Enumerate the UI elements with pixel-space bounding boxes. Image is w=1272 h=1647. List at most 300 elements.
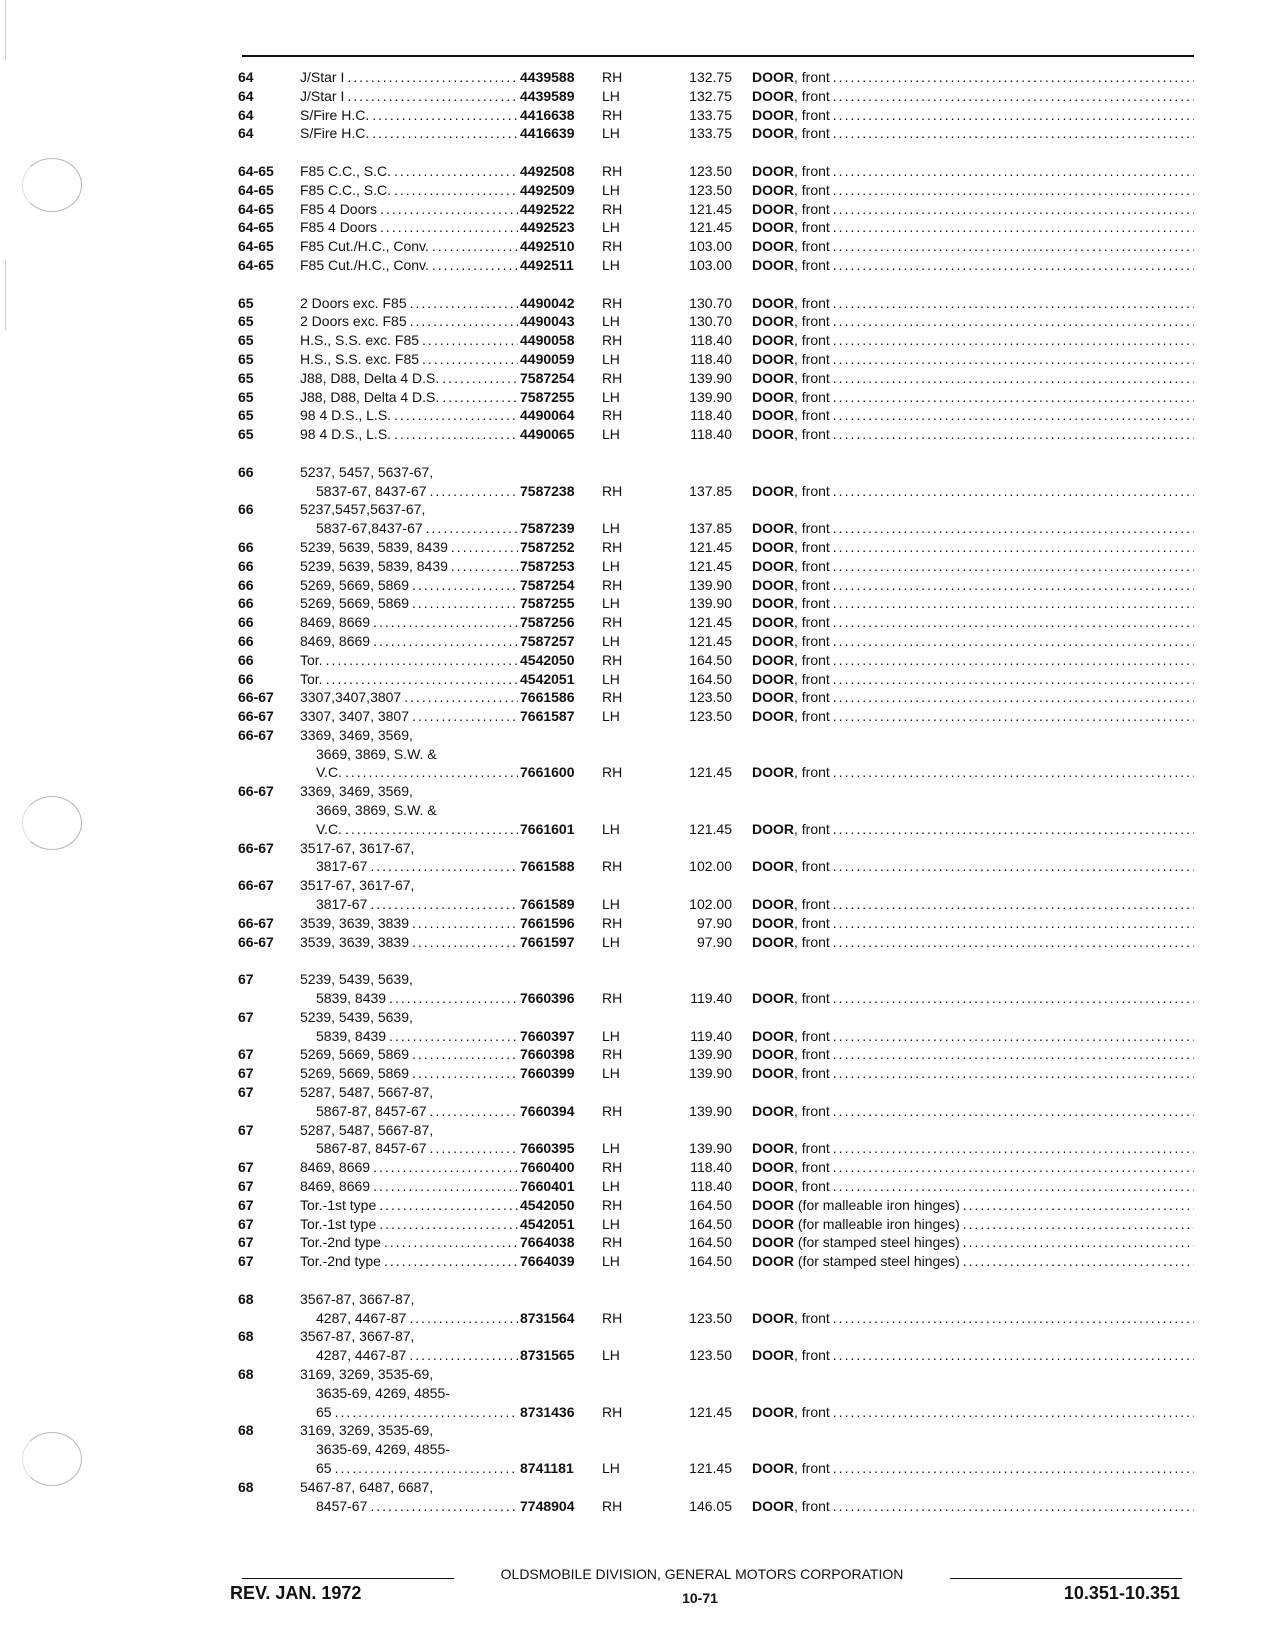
part-number: 8731565	[520, 1347, 575, 1364]
part-name	[752, 707, 1194, 726]
model-description	[316, 1403, 518, 1422]
door-side: RH	[602, 1234, 623, 1251]
model-description-text: 5239, 5639, 5839, 8439	[300, 538, 448, 555]
part-name-detail: , front	[794, 820, 830, 837]
part-name-detail: (for malleable iron hinges)	[794, 1196, 960, 1213]
model-description	[300, 312, 518, 331]
part-name-main: DOOR	[752, 933, 794, 950]
model-description	[300, 670, 518, 689]
door-side: LH	[602, 1065, 620, 1082]
price: 139.90	[689, 388, 732, 405]
door-side: LH	[602, 1027, 620, 1044]
price: 121.45	[689, 557, 732, 574]
catalog-line	[0, 970, 1272, 989]
model-description	[300, 388, 518, 407]
part-name-text	[752, 538, 830, 557]
door-side: RH	[602, 369, 623, 386]
part-name-detail: , front	[794, 350, 830, 367]
door-side: RH	[602, 294, 623, 311]
price: 121.45	[689, 1459, 732, 1476]
dot-leader	[833, 1158, 1194, 1177]
dot-leader	[412, 1064, 518, 1083]
dot-leader	[833, 1459, 1194, 1478]
model-description	[300, 1158, 518, 1177]
catalog-line	[0, 181, 1272, 200]
catalog-line	[0, 312, 1272, 331]
part-name-detail: , front	[794, 1309, 830, 1326]
door-side: LH	[602, 125, 620, 142]
catalog-line	[0, 425, 1272, 444]
dot-leader	[833, 256, 1194, 275]
part-name-text	[752, 670, 830, 689]
dot-leader	[451, 557, 518, 576]
dot-leader	[412, 914, 518, 933]
part-number: 7664039	[520, 1253, 575, 1270]
model-description-text: 3669, 3869, S.W. &	[316, 802, 437, 819]
model-year: 67	[238, 1178, 254, 1195]
part-number: 8741181	[520, 1459, 574, 1476]
part-number: 8731564	[520, 1309, 575, 1326]
model-year: 64	[238, 87, 254, 104]
header-rule	[242, 55, 1194, 57]
model-year: 66	[238, 538, 254, 555]
part-name	[752, 670, 1194, 689]
part-name	[752, 933, 1194, 952]
part-name-main: DOOR	[752, 332, 794, 349]
part-number: 8731436	[520, 1403, 575, 1420]
model-description	[316, 1440, 518, 1459]
part-name-detail: , front	[794, 933, 830, 950]
catalog-line	[0, 1083, 1272, 1102]
door-side: RH	[602, 764, 623, 781]
model-description-text: H.S., S.S. exc. F85	[300, 332, 420, 349]
catalog-line	[0, 369, 1272, 388]
catalog-line	[0, 500, 1272, 519]
dot-leader	[833, 482, 1194, 501]
catalog-line	[0, 1403, 1272, 1422]
model-description-text: F85 Cut./H.C., Conv.	[300, 238, 429, 255]
model-description-text: 5269, 5669, 5869	[300, 576, 409, 593]
part-name-text	[752, 162, 830, 181]
model-description	[316, 1346, 518, 1365]
model-description	[300, 1327, 518, 1346]
part-number: 4439589	[520, 87, 575, 104]
dot-leader	[833, 594, 1194, 613]
part-name	[752, 576, 1194, 595]
part-name-text	[752, 557, 830, 576]
part-name-text	[752, 933, 830, 952]
door-side: LH	[602, 181, 620, 198]
model-year: 68	[238, 1422, 254, 1439]
model-year: 66	[238, 595, 254, 612]
part-name-main: DOOR	[752, 238, 794, 255]
model-description-text: 3307,3407,3807	[300, 689, 402, 706]
part-name-main: DOOR	[752, 87, 794, 104]
model-description	[300, 914, 518, 933]
part-number: 7661601	[520, 820, 575, 837]
part-name	[752, 1177, 1194, 1196]
catalog-line	[0, 1421, 1272, 1440]
catalog-line	[0, 463, 1272, 482]
part-name	[752, 294, 1194, 313]
price: 118.40	[690, 1178, 732, 1195]
part-name-detail: (for malleable iron hinges)	[794, 1215, 960, 1232]
part-name-text	[752, 218, 830, 237]
model-description	[316, 745, 518, 764]
part-name-detail: , front	[794, 69, 830, 85]
catalog-line	[0, 1252, 1272, 1271]
model-year: 68	[238, 1328, 254, 1345]
part-name-text	[752, 1158, 830, 1177]
price: 139.90	[689, 1140, 732, 1157]
dot-leader	[370, 1497, 518, 1516]
model-year: 67	[238, 1046, 254, 1063]
model-description	[300, 124, 518, 143]
door-side: LH	[602, 1215, 620, 1232]
part-name-main: DOOR	[752, 1065, 794, 1082]
price: 123.50	[689, 1347, 732, 1364]
model-description	[300, 1008, 518, 1027]
part-number: 7661586	[520, 689, 575, 706]
part-name	[752, 519, 1194, 538]
dot-leader	[335, 1403, 518, 1422]
door-side: LH	[602, 1140, 620, 1157]
catalog-line	[0, 1064, 1272, 1083]
dot-leader	[384, 1233, 518, 1252]
door-side: LH	[602, 595, 620, 612]
scan-edge-mark	[5, 0, 6, 60]
part-name-text	[752, 1346, 830, 1365]
part-name-text	[752, 331, 830, 350]
part-name-main: DOOR	[752, 1102, 794, 1119]
part-name-main: DOOR	[752, 350, 794, 367]
dot-leader	[833, 1045, 1194, 1064]
part-number: 7587255	[520, 388, 575, 405]
part-name	[752, 1196, 1194, 1215]
door-side: LH	[602, 1178, 620, 1195]
catalog-line	[0, 350, 1272, 369]
model-year: 66	[238, 632, 254, 649]
part-name-main: DOOR	[752, 914, 794, 931]
group-spacer	[0, 1271, 1272, 1290]
dot-leader	[833, 1102, 1194, 1121]
part-name-text	[752, 406, 830, 425]
part-name-text	[752, 613, 830, 632]
model-description-text: 3635-69, 4269, 4855-	[316, 1384, 450, 1401]
part-number: 7661596	[520, 914, 575, 931]
part-name-detail: , front	[794, 576, 830, 593]
model-description	[316, 1497, 518, 1516]
model-description	[316, 763, 518, 782]
part-name	[752, 237, 1194, 256]
dot-leader	[379, 1196, 518, 1215]
part-name	[752, 388, 1194, 407]
part-name-main: DOOR	[752, 125, 794, 142]
part-name-main: DOOR	[752, 106, 794, 123]
model-year: 65	[238, 426, 254, 443]
part-name-detail: , front	[794, 482, 830, 499]
part-name	[752, 688, 1194, 707]
dot-leader	[833, 388, 1194, 407]
part-name-detail: , front	[794, 200, 830, 217]
door-side: RH	[602, 651, 623, 668]
dot-leader	[833, 87, 1194, 106]
door-side: RH	[602, 914, 623, 931]
door-side: LH	[602, 87, 620, 104]
dot-leader	[833, 294, 1194, 313]
part-name-text	[752, 594, 830, 613]
part-name-detail: , front	[794, 1178, 830, 1195]
part-name	[752, 1309, 1194, 1328]
part-name-detail: , front	[794, 520, 830, 537]
catalog-line	[0, 68, 1272, 87]
part-name	[752, 256, 1194, 275]
part-name-text	[752, 181, 830, 200]
part-name-text	[752, 763, 830, 782]
catalog-line	[0, 651, 1272, 670]
catalog-line	[0, 1102, 1272, 1121]
door-side: RH	[602, 1403, 623, 1420]
door-side: RH	[602, 69, 623, 85]
dot-leader	[345, 820, 518, 839]
door-side: RH	[602, 1102, 623, 1119]
part-name	[752, 1139, 1194, 1158]
part-name	[752, 87, 1194, 106]
part-name-text	[752, 576, 830, 595]
part-name-main: DOOR	[752, 162, 794, 179]
part-number: 4490042	[520, 294, 575, 311]
model-description-text: 8469, 8669	[300, 614, 371, 631]
catalog-line	[0, 557, 1272, 576]
model-description	[300, 1365, 518, 1384]
model-description-text: 65	[316, 1459, 332, 1476]
model-description-text: 3539, 3639, 3839	[300, 914, 409, 931]
model-description-text: F85 4 Doors	[300, 200, 378, 217]
price: 139.90	[689, 369, 732, 386]
catalog-line	[0, 576, 1272, 595]
part-name	[752, 1027, 1194, 1046]
dot-leader	[833, 820, 1194, 839]
model-year: 66	[238, 576, 254, 593]
price: 133.75	[689, 125, 732, 142]
dot-leader	[833, 331, 1194, 350]
price: 123.50	[689, 708, 732, 725]
catalog-line	[0, 124, 1272, 143]
model-description	[316, 1139, 518, 1158]
model-description-text: 5239, 5439, 5639,	[300, 1008, 413, 1025]
dot-leader	[326, 670, 518, 689]
catalog-line	[0, 820, 1272, 839]
model-description	[300, 369, 518, 388]
model-description	[316, 820, 518, 839]
dot-leader	[432, 256, 518, 275]
part-name	[752, 895, 1194, 914]
door-side: LH	[602, 426, 620, 443]
part-number: 7660395	[520, 1140, 575, 1157]
part-number: 4542050	[520, 1196, 575, 1213]
part-number: 4492510	[520, 238, 575, 255]
catalog-line	[0, 726, 1272, 745]
part-name-main: DOOR	[752, 1140, 794, 1157]
price: 119.40	[690, 990, 732, 1007]
dot-leader	[833, 538, 1194, 557]
part-name-text	[752, 1215, 960, 1234]
model-description-text: 5287, 5487, 5667-87,	[300, 1121, 434, 1138]
part-name-detail: , front	[794, 125, 830, 142]
part-name-detail: , front	[794, 1159, 830, 1176]
part-name-detail: , front	[794, 651, 830, 668]
door-side: RH	[602, 482, 623, 499]
model-year: 65	[238, 369, 254, 386]
dot-leader	[394, 425, 518, 444]
dot-leader	[833, 1309, 1194, 1328]
catalog-line	[0, 688, 1272, 707]
dot-leader	[833, 1403, 1194, 1422]
price: 164.50	[689, 1215, 732, 1232]
model-description-text: 3517-67, 3617-67,	[300, 877, 415, 894]
door-side: LH	[602, 670, 620, 687]
price: 164.50	[689, 1253, 732, 1270]
part-number: 7660399	[520, 1065, 575, 1082]
model-year: 64	[238, 106, 254, 123]
part-name-main: DOOR	[752, 294, 794, 311]
model-description-text: F85 Cut./H.C., Conv.	[300, 256, 429, 273]
part-number: 7587253	[520, 557, 575, 574]
dot-leader	[833, 914, 1194, 933]
part-name	[752, 181, 1194, 200]
model-description-text: 8469, 8669	[300, 1159, 371, 1176]
model-description-text: 8469, 8669	[300, 632, 371, 649]
part-name-main: DOOR	[752, 1215, 794, 1232]
part-number: 4490058	[520, 332, 575, 349]
dot-leader	[410, 312, 518, 331]
model-description-text: 5867-87, 8457-67	[316, 1102, 427, 1119]
part-name-text	[752, 1177, 830, 1196]
catalog-line	[0, 538, 1272, 557]
part-number: 7660394	[520, 1102, 575, 1119]
part-name-detail: , front	[794, 426, 830, 443]
price: 123.50	[689, 181, 732, 198]
part-name	[752, 200, 1194, 219]
model-description	[300, 1045, 518, 1064]
part-number: 4492508	[520, 162, 575, 179]
door-side: RH	[602, 1046, 623, 1063]
door-side: RH	[602, 1309, 623, 1326]
catalog-line	[0, 707, 1272, 726]
model-description	[300, 1196, 518, 1215]
price: 164.50	[689, 670, 732, 687]
model-year: 65	[238, 313, 254, 330]
door-side: RH	[602, 858, 623, 875]
dot-leader	[347, 87, 518, 106]
model-year: 64-65	[238, 200, 274, 217]
part-name-detail: , front	[794, 538, 830, 555]
catalog-line	[0, 294, 1272, 313]
catalog-line	[0, 594, 1272, 613]
part-name-text	[752, 294, 830, 313]
part-name-detail: , front	[794, 1497, 830, 1514]
door-side: RH	[602, 238, 623, 255]
door-side: RH	[602, 538, 623, 555]
part-number: 4492509	[520, 181, 575, 198]
door-side: RH	[602, 990, 623, 1007]
part-name	[752, 1158, 1194, 1177]
part-name-main: DOOR	[752, 595, 794, 612]
part-name-text	[752, 1403, 830, 1422]
model-description	[300, 106, 518, 125]
catalog-line	[0, 670, 1272, 689]
catalog-line	[0, 1177, 1272, 1196]
part-name-main: DOOR	[752, 689, 794, 706]
door-side: LH	[602, 896, 620, 913]
part-name-text	[752, 388, 830, 407]
parts-listing	[0, 68, 1272, 1515]
catalog-line	[0, 895, 1272, 914]
model-year: 68	[238, 1365, 254, 1382]
part-name-detail: , front	[794, 181, 830, 198]
model-description	[300, 331, 518, 350]
part-name-main: DOOR	[752, 614, 794, 631]
part-number: 7661600	[520, 764, 575, 781]
model-year: 64	[238, 69, 254, 85]
part-name-detail: , front	[794, 162, 830, 179]
part-number: 7587255	[520, 595, 575, 612]
door-side: RH	[602, 332, 623, 349]
door-side: LH	[602, 313, 620, 330]
catalog-line	[0, 87, 1272, 106]
part-name-detail: , front	[794, 332, 830, 349]
model-description-text: 8457-67	[316, 1497, 368, 1514]
model-description	[300, 933, 518, 952]
part-name	[752, 425, 1194, 444]
part-name-text	[752, 237, 830, 256]
part-name-detail: , front	[794, 1027, 830, 1044]
part-name-text	[752, 350, 830, 369]
model-description-text: 3169, 3269, 3535-69,	[300, 1422, 434, 1439]
catalog-line	[0, 745, 1272, 764]
model-year: 66	[238, 463, 254, 480]
catalog-line	[0, 256, 1272, 275]
part-name-detail: , front	[794, 595, 830, 612]
model-year: 67	[238, 1121, 254, 1138]
catalog-line	[0, 388, 1272, 407]
catalog-line	[0, 1233, 1272, 1252]
model-year: 66-67	[238, 726, 274, 743]
part-name-text	[752, 1309, 830, 1328]
part-name-main: DOOR	[752, 407, 794, 424]
model-year: 66	[238, 557, 254, 574]
part-name-main: DOOR	[752, 538, 794, 555]
model-description-text: Tor.-2nd type	[300, 1234, 381, 1251]
footer-revision: REV. JAN. 1972	[230, 1583, 362, 1603]
catalog-line	[0, 1290, 1272, 1309]
model-year: 68	[238, 1478, 254, 1495]
part-name-text	[752, 87, 830, 106]
part-name-main: DOOR	[752, 69, 794, 85]
catalog-line	[0, 933, 1272, 952]
model-description	[300, 87, 518, 106]
model-year: 65	[238, 332, 254, 349]
price: 102.00	[689, 896, 732, 913]
model-year: 65	[238, 294, 254, 311]
dot-leader	[404, 688, 518, 707]
model-description	[300, 651, 518, 670]
part-name	[752, 124, 1194, 143]
part-name-detail: , front	[794, 256, 830, 273]
catalog-line	[0, 1346, 1272, 1365]
dot-leader	[833, 1177, 1194, 1196]
part-name	[752, 914, 1194, 933]
